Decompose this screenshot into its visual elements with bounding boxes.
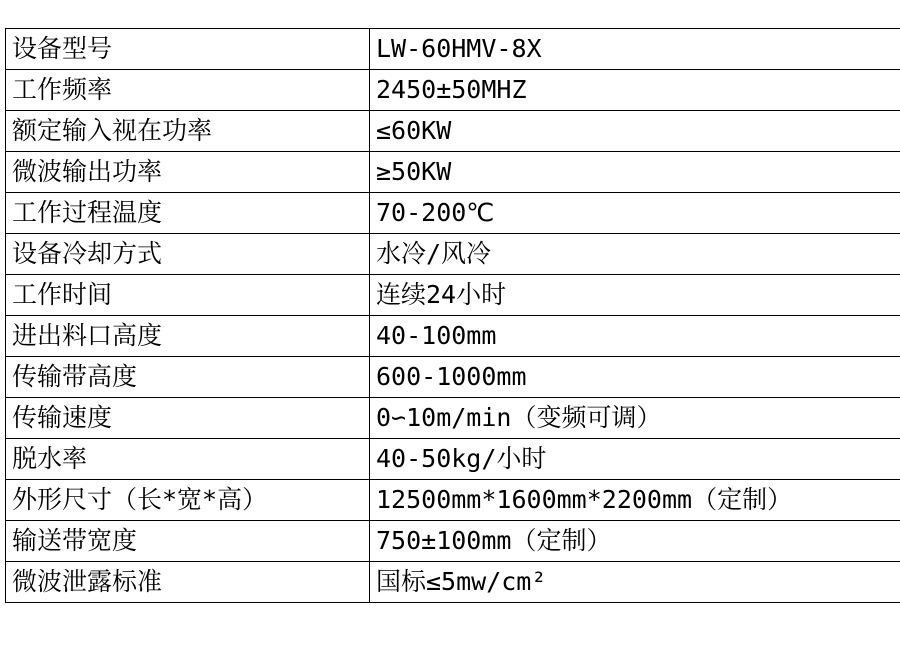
row-value: 70-200℃: [370, 193, 900, 234]
row-value: 2450±50MHZ: [370, 70, 900, 111]
table-body: [6, 29, 900, 603]
row-value: 600-1000mm: [370, 357, 900, 398]
table-row: [6, 111, 900, 152]
row-label: 进出料口高度: [6, 316, 370, 357]
row-value: 国标≤5mw/cm²: [370, 562, 900, 603]
row-label: 设备冷却方式: [6, 234, 370, 275]
row-label: 额定输入视在功率: [6, 111, 370, 152]
table-row: [6, 70, 900, 111]
row-label: 设备型号: [6, 29, 370, 70]
row-value: 水冷/风冷: [370, 234, 900, 275]
table-row: [6, 193, 900, 234]
row-label: 脱水率: [6, 439, 370, 480]
row-label: 微波泄露标准: [6, 562, 370, 603]
table-row: [6, 316, 900, 357]
row-label: 工作时间: [6, 275, 370, 316]
row-value: 40-50kg/小时: [370, 439, 900, 480]
row-value: ≥50KW: [370, 152, 900, 193]
row-value: LW-60HMV-8X: [370, 29, 900, 70]
row-label: 外形尺寸（长*宽*高）: [6, 480, 370, 521]
row-value: ≤60KW: [370, 111, 900, 152]
table-row: [6, 29, 900, 70]
table-row: [6, 357, 900, 398]
table-row: [6, 439, 900, 480]
row-value: 12500mm*1600mm*2200mm（定制）: [370, 480, 900, 521]
specification-table: [5, 28, 900, 603]
row-label: 传输速度: [6, 398, 370, 439]
table-row: [6, 480, 900, 521]
table-row: [6, 152, 900, 193]
table-row: [6, 521, 900, 562]
row-value: 40-100mm: [370, 316, 900, 357]
row-label: 传输带高度: [6, 357, 370, 398]
table-row: [6, 562, 900, 603]
row-label: 工作过程温度: [6, 193, 370, 234]
row-label: 输送带宽度: [6, 521, 370, 562]
row-label: 工作频率: [6, 70, 370, 111]
row-value: 750±100mm（定制）: [370, 521, 900, 562]
row-label: 微波输出功率: [6, 152, 370, 193]
row-value: 0∽10m/min（变频可调）: [370, 398, 900, 439]
table-row: [6, 398, 900, 439]
table-row: [6, 234, 900, 275]
table-row: [6, 275, 900, 316]
row-value: 连续24小时: [370, 275, 900, 316]
